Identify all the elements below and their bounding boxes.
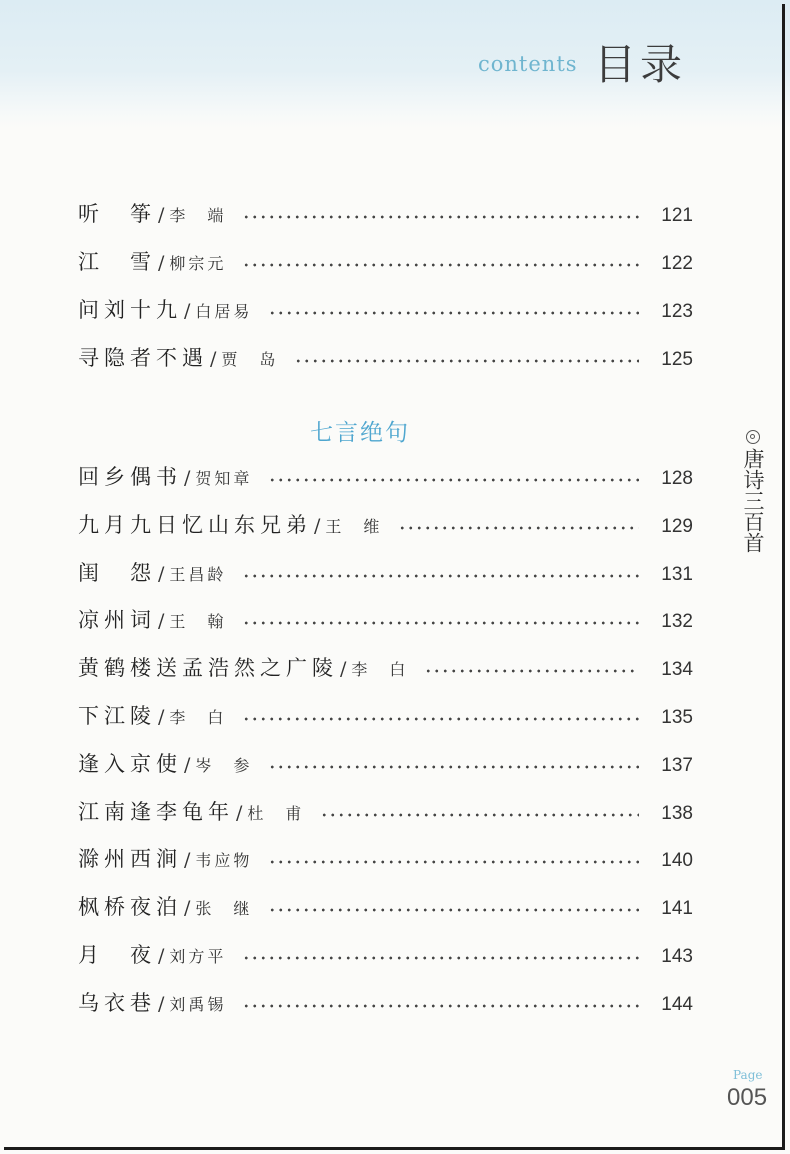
- toc-entry-dot-leader: [294, 359, 639, 363]
- toc-entry-page-number: 144: [661, 993, 693, 1015]
- toc-entry-dot-leader: [242, 956, 639, 960]
- toc-entry-page-number: 140: [661, 850, 693, 872]
- toc-entry-page-number: 131: [661, 563, 693, 585]
- toc-entry-page-number: 128: [661, 468, 693, 489]
- toc-entry-author: 李 端: [169, 206, 227, 225]
- page-label: Page: [733, 1068, 763, 1082]
- toc-entry-dot-leader: [268, 478, 639, 482]
- toc-entry-separator: /: [184, 753, 191, 776]
- toc-entry-author: 柳宗元: [169, 254, 227, 273]
- toc-entry-separator: /: [158, 252, 165, 274]
- toc-entry[interactable]: [78, 294, 693, 324]
- toc-entry-separator: /: [340, 658, 347, 681]
- toc-entry[interactable]: [78, 198, 693, 228]
- toc-entry-author: 王 翰: [169, 612, 227, 632]
- toc-entry[interactable]: [78, 246, 693, 276]
- toc-entry-separator: /: [158, 204, 165, 226]
- toc-entry-author: 张 继: [195, 899, 253, 919]
- toc-entry-dot-leader: [242, 574, 639, 578]
- toc-entry-author: 贾 岛: [221, 350, 279, 369]
- toc-entry-separator: /: [158, 562, 165, 585]
- toc-entry-author: 李 白: [351, 660, 409, 680]
- toc-entry[interactable]: [78, 748, 693, 778]
- toc-entry-separator: /: [210, 348, 217, 370]
- toc-entry-page-number: 123: [661, 301, 693, 322]
- toc-entry-title: 滁州西涧: [78, 847, 182, 872]
- side-book-title: [738, 430, 768, 553]
- toc-entry-title: 听 筝: [78, 202, 156, 226]
- toc-entry-separator: /: [184, 300, 191, 322]
- toc-entry-page-number: 129: [661, 515, 693, 537]
- toc-entry-title: 黄鹤楼送孟浩然之广陵: [78, 656, 338, 681]
- page-number: 005: [727, 1084, 768, 1111]
- toc-entry[interactable]: [78, 461, 693, 491]
- section-heading: 七言绝句: [310, 420, 410, 446]
- toc-entry[interactable]: [78, 652, 693, 682]
- toc-entry-page-number: 132: [661, 611, 693, 633]
- toc-entry-dot-leader: [242, 621, 639, 625]
- toc-entry[interactable]: [78, 557, 693, 587]
- toc-entry[interactable]: [78, 700, 693, 730]
- toc-entry-author: 王昌龄: [169, 564, 227, 584]
- toc-entry[interactable]: [78, 796, 693, 826]
- toc-entry-title: 江南逢李龟年: [78, 799, 234, 824]
- toc-entry-title: 凉州词: [78, 608, 156, 633]
- toc-entry-separator: /: [314, 514, 321, 537]
- toc-entry-title: 闺 怨: [78, 560, 156, 585]
- toc-entry-title: 逢入京使: [78, 751, 182, 776]
- toc-entry[interactable]: [78, 843, 693, 873]
- toc-entry-title: 寻隐者不遇: [78, 346, 208, 370]
- toc-entry-page-number: 138: [661, 802, 693, 824]
- toc-entry-dot-leader: [268, 311, 639, 315]
- header-english-title: contents: [478, 52, 578, 76]
- toc-entry[interactable]: [78, 939, 693, 969]
- header-chinese-title: 目录: [594, 40, 687, 89]
- toc-entry-author: 王 维: [325, 516, 383, 536]
- toc-entry-title: 回乡偶书: [78, 465, 182, 489]
- toc-entry-page-number: 125: [661, 349, 693, 370]
- toc-entry-dot-leader: [242, 215, 639, 219]
- toc-entry-separator: /: [158, 945, 165, 967]
- toc-entry-title: 月 夜: [78, 943, 156, 967]
- toc-entry-author: 刘方平: [169, 947, 227, 966]
- toc-entry-separator: /: [158, 706, 165, 728]
- toc-entry-author: 杜 甫: [247, 803, 305, 823]
- toc-entry-author: 刘禹锡: [169, 994, 227, 1014]
- toc-entry-dot-leader: [268, 860, 639, 864]
- toc-entry-separator: /: [184, 897, 191, 920]
- toc-entry-page-number: 121: [661, 205, 693, 226]
- toc-entry-separator: /: [158, 992, 165, 1015]
- toc-entry-author: 李 白: [169, 708, 227, 727]
- toc-entry-title: 九月九日忆山东兄弟: [78, 512, 312, 537]
- toc-entry-dot-leader: [242, 263, 639, 267]
- toc-entry-page-number: 143: [661, 946, 693, 967]
- toc-entry-separator: /: [158, 610, 165, 633]
- toc-entry-dot-leader: [242, 1004, 639, 1008]
- toc-entry-page-number: 134: [661, 659, 693, 681]
- toc-entry-dot-leader: [268, 765, 639, 769]
- toc-entry-separator: /: [236, 801, 243, 824]
- toc-entry-title: 乌衣巷: [78, 990, 156, 1015]
- toc-entry-dot-leader: [320, 813, 639, 817]
- toc-entry-page-number: 135: [661, 707, 693, 728]
- toc-entry-page-number: 141: [661, 898, 693, 920]
- toc-entry[interactable]: [78, 342, 693, 372]
- toc-entry-title: 枫桥夜泊: [78, 895, 182, 920]
- copyright-ring-icon: [746, 430, 760, 444]
- toc-entry-author: 白居易: [195, 302, 253, 321]
- toc-entry-page-number: 137: [661, 754, 693, 776]
- toc-entry[interactable]: [78, 891, 693, 921]
- toc-entry-title: 问刘十九: [78, 298, 182, 322]
- toc-entry[interactable]: [78, 987, 693, 1017]
- toc-entry[interactable]: [78, 604, 693, 634]
- toc-entry-title: 下江陵: [78, 704, 156, 728]
- toc-entry-dot-leader: [424, 669, 639, 673]
- toc-entry-page-number: 122: [661, 253, 693, 274]
- toc-entry-dot-leader: [242, 717, 639, 721]
- toc-entry-author: 韦应物: [195, 851, 253, 871]
- side-book-title-text: 唐诗三百首: [741, 448, 765, 553]
- toc-entry[interactable]: [78, 509, 693, 539]
- toc-entry-author: 贺知章: [195, 469, 253, 488]
- toc-entry-dot-leader: [268, 908, 639, 912]
- toc-entry-separator: /: [184, 849, 191, 872]
- toc-entry-author: 岑 参: [195, 755, 253, 775]
- toc-entry-dot-leader: [398, 526, 639, 530]
- toc-entry-title: 江 雪: [78, 250, 156, 274]
- toc-entry-separator: /: [184, 467, 191, 489]
